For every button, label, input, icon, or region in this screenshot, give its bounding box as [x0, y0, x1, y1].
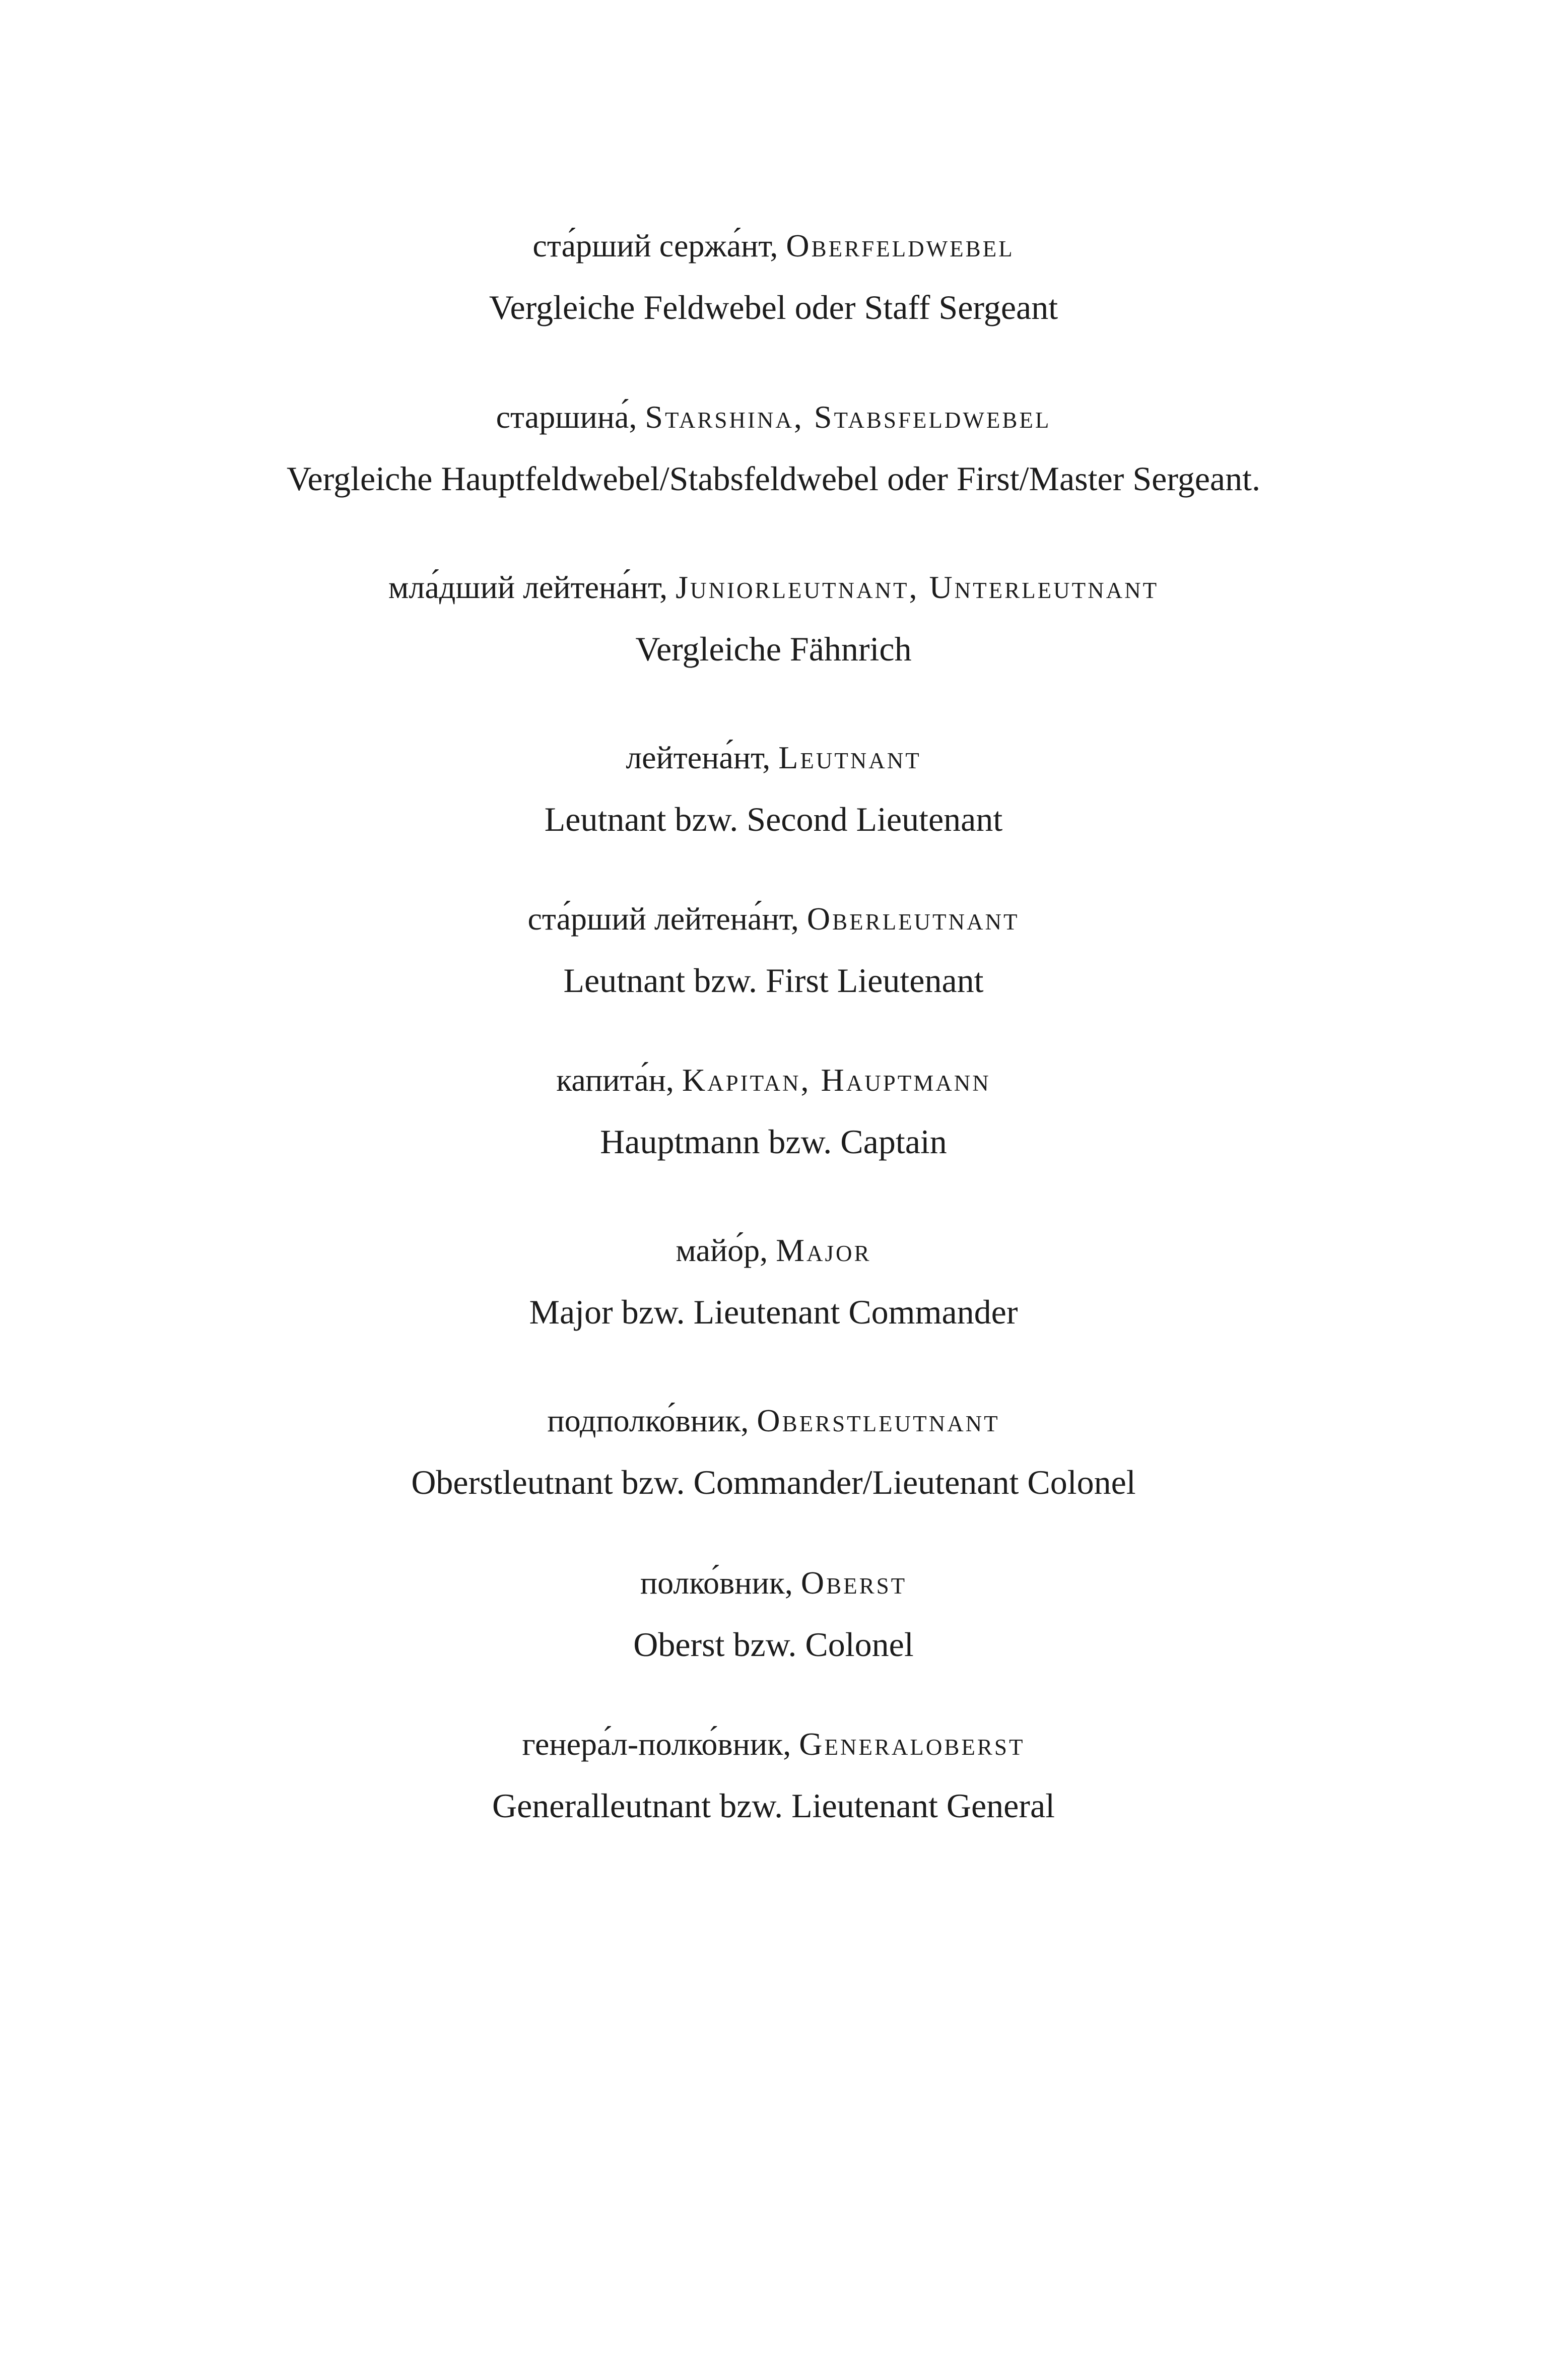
rank-entry	[0, 1230, 1547, 1332]
rank-comparison: Oberstleutnant bzw. Commander/Lieutenant Colonel	[411, 1463, 1136, 1501]
rank-heading	[0, 1563, 1547, 1603]
russian-rank: капита́н	[556, 1062, 666, 1098]
rank-comparison: Vergleiche Fähnrich	[635, 630, 912, 668]
separator: ,	[760, 1232, 776, 1268]
rank-entry	[0, 1724, 1547, 1826]
russian-rank: майо́р	[676, 1232, 760, 1268]
russian-rank: подполко́вник	[547, 1403, 741, 1438]
russian-rank: лейтена́нт	[626, 740, 763, 775]
rank-translation: Oberleutnant	[806, 901, 1020, 937]
rank-translation: Kapitan, Hauptmann	[682, 1062, 991, 1098]
rank-entry	[0, 899, 1547, 1001]
rank-heading	[0, 1724, 1547, 1764]
separator: ,	[665, 1062, 682, 1098]
rank-comparison: Leutnant bzw. First Lieutenant	[563, 961, 984, 1000]
russian-rank: мла́дший лейтена́нт	[388, 569, 660, 605]
rank-heading	[0, 1060, 1547, 1100]
rank-entry	[0, 1401, 1547, 1502]
rank-entry	[0, 738, 1547, 839]
separator: ,	[741, 1403, 757, 1438]
rank-comparison: Hauptmann bzw. Captain	[600, 1122, 947, 1161]
rank-heading	[0, 899, 1547, 939]
separator: ,	[770, 228, 786, 263]
rank-heading	[0, 738, 1547, 778]
rank-entry	[0, 1563, 1547, 1665]
rank-translation: Generaloberst	[799, 1726, 1025, 1762]
rank-entry	[0, 1060, 1547, 1162]
rank-translation: Starshina, Stabsfeldwebel	[645, 399, 1051, 435]
rank-translation: Oberst	[800, 1565, 907, 1601]
rank-translation: Oberfeldwebel	[786, 228, 1015, 263]
rank-heading	[0, 567, 1547, 608]
rank-translation: Leutnant	[778, 740, 921, 775]
rank-comparison: Vergleiche Hauptfeldwebel/Stabsfeldwebel oder First/Master Sergeant.	[286, 459, 1261, 498]
rank-entry	[0, 567, 1547, 669]
rank-entry	[0, 397, 1547, 499]
separator: ,	[629, 399, 645, 435]
russian-rank: ста́рший сержа́нт	[532, 228, 770, 263]
russian-rank: ста́рший лейтена́нт	[527, 901, 791, 937]
russian-rank: полко́вник	[640, 1565, 785, 1601]
separator: ,	[783, 1726, 799, 1762]
rank-comparison: Vergleiche Feldwebel oder Staff Sergeant	[489, 288, 1058, 326]
rank-comparison: Major bzw. Lieutenant Commander	[529, 1293, 1018, 1331]
rank-heading	[0, 226, 1547, 266]
russian-rank: генера́л-полко́вник	[522, 1726, 783, 1762]
rank-heading	[0, 397, 1547, 437]
rank-translation: Major	[776, 1232, 871, 1268]
separator: ,	[659, 569, 676, 605]
rank-comparison: Oberst bzw. Colonel	[633, 1625, 914, 1664]
rank-comparison: Generalleutnant bzw. Lieutenant General	[492, 1787, 1055, 1825]
rank-entry	[0, 226, 1547, 327]
rank-translation: Juniorleutnant, Unterleutnant	[676, 569, 1159, 605]
separator: ,	[784, 1565, 801, 1601]
rank-comparison: Leutnant bzw. Second Lieutenant	[544, 800, 1003, 838]
rank-heading	[0, 1401, 1547, 1441]
separator: ,	[762, 740, 779, 775]
rank-translation: Oberstleutnant	[757, 1403, 1000, 1438]
russian-rank: старшина́	[496, 399, 629, 435]
rank-heading	[0, 1230, 1547, 1271]
separator: ,	[790, 901, 807, 937]
